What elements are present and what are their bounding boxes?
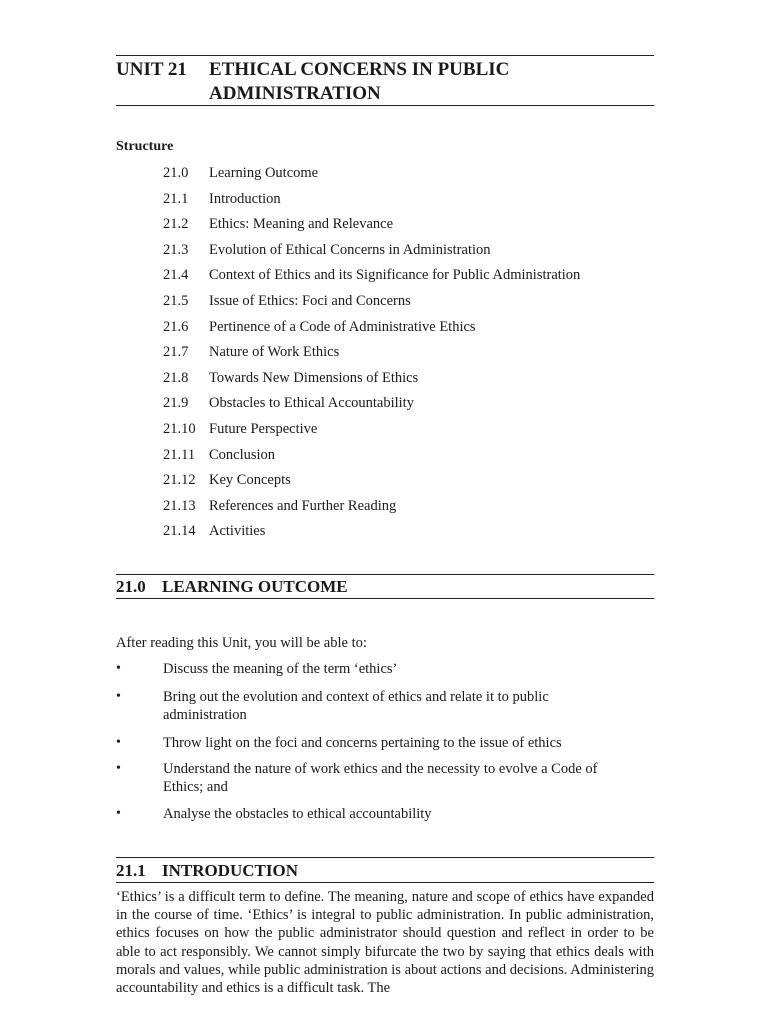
toc-item-number: 21.14 bbox=[163, 523, 196, 540]
section-title: LEARNING OUTCOME bbox=[162, 577, 348, 596]
section-number: 21.0 bbox=[116, 577, 146, 596]
bullet: • bbox=[116, 761, 121, 776]
list-item-text: Throw light on the foci and concerns pertaining to the issue of ethics bbox=[163, 735, 562, 751]
toc-item-number: 21.5 bbox=[163, 292, 189, 309]
list-item-text: Analyse the obstacles to ethical accountability bbox=[163, 806, 432, 822]
learning-outcome-bottom-rule bbox=[116, 598, 654, 599]
toc-item-title: Obstacles to Ethical Accountability bbox=[209, 395, 414, 412]
toc-item bbox=[163, 522, 653, 548]
toc-item-number: 21.6 bbox=[163, 318, 189, 335]
toc-item-number: 21.8 bbox=[163, 369, 189, 386]
toc-item-title: Conclusion bbox=[209, 446, 276, 463]
list-item-text: Bring out the evolution and context of ethics and relate it to public administration bbox=[163, 689, 549, 723]
toc-item bbox=[163, 471, 653, 497]
toc-item-number: 21.4 bbox=[163, 267, 189, 284]
structure-label: Structure bbox=[116, 139, 174, 154]
toc-item-title: Ethics: Meaning and Relevance bbox=[209, 216, 394, 233]
introduction-bottom-rule bbox=[116, 882, 654, 883]
toc-item bbox=[163, 164, 653, 190]
list-item-text: Discuss the meaning of the term ‘ethics’ bbox=[163, 661, 398, 677]
toc-item bbox=[163, 215, 653, 241]
learning-outcome-intro: After reading this Unit, you will be able to: bbox=[116, 635, 367, 651]
toc-item bbox=[163, 266, 653, 292]
toc-item-number: 21.7 bbox=[163, 344, 189, 361]
learning-outcome-list bbox=[116, 660, 654, 827]
toc-item-title: References and Further Reading bbox=[209, 497, 397, 514]
list-item bbox=[116, 688, 603, 734]
toc-item-number: 21.3 bbox=[163, 241, 189, 258]
introduction-top-rule bbox=[116, 857, 654, 858]
toc-item-title: Nature of Work Ethics bbox=[209, 344, 340, 361]
unit-title-text bbox=[209, 58, 649, 106]
toc-item-number: 21.9 bbox=[163, 395, 189, 412]
bullet: • bbox=[116, 689, 121, 704]
bullet: • bbox=[116, 661, 121, 676]
toc-item bbox=[163, 241, 653, 267]
toc-item bbox=[163, 318, 653, 344]
toc-item-number: 21.1 bbox=[163, 190, 189, 207]
list-item bbox=[116, 760, 603, 805]
toc-item-number: 21.12 bbox=[163, 472, 196, 489]
document-page bbox=[116, 0, 654, 1024]
toc-item bbox=[163, 190, 653, 216]
toc-item bbox=[163, 420, 653, 446]
list-item bbox=[116, 660, 603, 688]
structure-list bbox=[163, 164, 653, 548]
list-item bbox=[116, 805, 603, 827]
toc-item bbox=[163, 292, 653, 318]
toc-item-title: Activities bbox=[209, 523, 266, 540]
toc-item-title: Issue of Ethics: Foci and Concerns bbox=[209, 292, 411, 309]
toc-item-title: Evolution of Ethical Concerns in Administration bbox=[209, 241, 491, 258]
introduction-paragraph: ‘Ethics’ is a difficult term to define. The meaning, nature and scope of ethics have expanded in the course of time. ‘Ethics’ is integral to public administration. In public administration, ethics focuses on how the public administrator should question and reflect in order to be able to act responsibly. We cannot simply bifurcate the two by saying that ethics deals with morals and values, while public administration is about actions and decisions. Administering accountability and ethics is a difficult task. The bbox=[116, 889, 654, 997]
toc-item-number: 21.0 bbox=[163, 165, 189, 181]
toc-item-title: Introduction bbox=[209, 190, 281, 207]
toc-item bbox=[163, 394, 653, 420]
bullet: • bbox=[116, 806, 121, 821]
toc-item bbox=[163, 497, 653, 523]
learning-outcome-top-rule bbox=[116, 574, 654, 575]
section-title: INTRODUCTION bbox=[162, 861, 299, 880]
list-item bbox=[116, 734, 603, 760]
section-number: 21.1 bbox=[116, 861, 146, 880]
unit-title-line1: ETHICAL CONCERNS IN PUBLIC bbox=[209, 59, 510, 80]
toc-item-number: 21.11 bbox=[163, 446, 196, 463]
toc-item-number: 21.10 bbox=[163, 420, 196, 437]
toc-item-title: Pertinence of a Code of Administrative Ethics bbox=[209, 318, 476, 335]
toc-item-title: Context of Ethics and its Significance for Public Administration bbox=[209, 267, 581, 284]
toc-item-number: 21.2 bbox=[163, 216, 189, 233]
toc-item bbox=[163, 446, 653, 472]
toc-item-title: Key Concepts bbox=[209, 472, 291, 489]
list-item-text: Understand the nature of work ethics and the necessity to evolve a Code of Ethics; and bbox=[163, 761, 598, 795]
toc-item bbox=[163, 369, 653, 395]
bullet: • bbox=[116, 735, 121, 750]
toc-item-title: Learning Outcome bbox=[209, 165, 319, 181]
unit-title-line2: ADMINISTRATION bbox=[209, 83, 381, 104]
toc-item-title: Towards New Dimensions of Ethics bbox=[209, 369, 419, 386]
title-top-rule bbox=[116, 55, 654, 56]
toc-item-title: Future Perspective bbox=[209, 420, 318, 437]
unit-number: UNIT 21 bbox=[116, 59, 187, 80]
toc-item bbox=[163, 343, 653, 369]
toc-item-number: 21.13 bbox=[163, 497, 196, 514]
title-bottom-rule bbox=[116, 105, 654, 106]
